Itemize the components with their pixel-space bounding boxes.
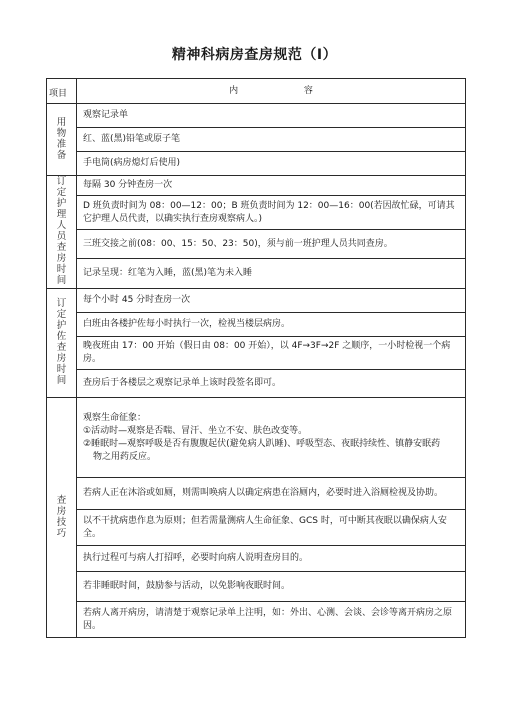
list-item: 晚夜班由 17：00 开始（假日由 08：00 开始），以 4F→3F→2F 之顺序，一小时检视一个病房。: [77, 337, 466, 370]
list-item: 查房后于各楼层之观察记录单上该时段签名即可。: [77, 370, 466, 398]
table-row: [47, 398, 466, 478]
category-cell: [47, 289, 77, 398]
header-item: 项目: [47, 79, 77, 104]
header-content: [77, 79, 466, 104]
category-cell: [47, 176, 77, 289]
list-item: 若病人离开病房，请清楚于观察记录单上注明，如：外出、心测、会谈、会诊等离开病房之原因。: [77, 602, 466, 638]
table-row: [47, 510, 466, 546]
category-label: 用物准备: [56, 116, 67, 161]
table-row: [47, 572, 466, 602]
table-row: [47, 128, 466, 152]
list-item: 每隔 30 分钟查房一次: [77, 176, 466, 196]
table-header-row: [47, 79, 466, 104]
list-item: 手电筒(病房熄灯后使用): [77, 152, 466, 176]
observe-line: ②睡眠时—观察呼吸是否有腹腹起伏(避免病人趴睡)、呼吸型态、夜眠持续性、镇静安眠药: [83, 438, 441, 449]
list-item: 记录呈现：红笔为入睡，蓝(黑)笔为未入睡: [77, 258, 466, 288]
table-row: [47, 337, 466, 370]
table-row: [47, 258, 466, 288]
list-item: 每个小时 45 分时查房一次: [77, 289, 466, 313]
table-row: [47, 313, 466, 337]
table-row: [47, 152, 466, 176]
category-label: 订定护佐查房时间: [56, 298, 67, 386]
table-row: [47, 196, 466, 230]
list-item: 红、蓝(黑)铅笔或原子笔: [77, 128, 466, 152]
list-item: D 班负责时间为 08：00—12：00；B 班负责时间为 12：00—16：00(若因故忙碌，可请其它护理人员代责，以确实执行查房观察病人。): [77, 196, 466, 230]
table-row: [47, 370, 466, 398]
observe-line: 物之用药反应。: [93, 451, 157, 462]
rounds-table: [46, 78, 466, 638]
header-content-left: 内: [229, 85, 239, 96]
document-title: 精神科病房查房规范（I）: [171, 47, 338, 63]
list-item: 若非睡眠时间，鼓励参与活动，以免影响夜眠时间。: [77, 572, 466, 602]
category-label: 订定护理人员查房时间: [56, 176, 67, 286]
table-row: [47, 478, 466, 510]
table-row: [47, 289, 466, 313]
list-item: 若病人正在沐浴或如厕，则需叫唤病人以确定病患在浴厕内，必要时进入浴厕检视及协助。: [77, 478, 466, 510]
header-content-right: 容: [303, 85, 313, 96]
table-row: [47, 546, 466, 572]
category-label: 查房技巧: [56, 494, 67, 539]
category-cell: [47, 104, 77, 176]
list-item: 白班由各楼护佐每小时执行一次，检视当楼层病房。: [77, 313, 466, 337]
table-row: [47, 176, 466, 196]
table-row: [47, 104, 466, 128]
list-item: 执行过程可与病人打招呼，必要时向病人说明查房目的。: [77, 546, 466, 572]
observe-heading: 观察生命征象：: [83, 412, 147, 423]
table-row: [47, 230, 466, 258]
observe-cell: [77, 398, 466, 478]
category-cell: [47, 398, 77, 638]
list-item: 观察记录单: [77, 104, 466, 128]
list-item: 以不干扰病患作息为原则；但若需量测病人生命征象、GCS 时，可中断其夜眠以确保病人安全。: [77, 510, 466, 546]
list-item: 三班交接之前(08：00、15：50、23：50)，须与前一班护理人员共同查房。: [77, 230, 466, 258]
table-row: [47, 602, 466, 638]
observe-line: ①活动时—观察是否喘、冒汗、坐立不安、肤色改变等。: [83, 425, 308, 436]
